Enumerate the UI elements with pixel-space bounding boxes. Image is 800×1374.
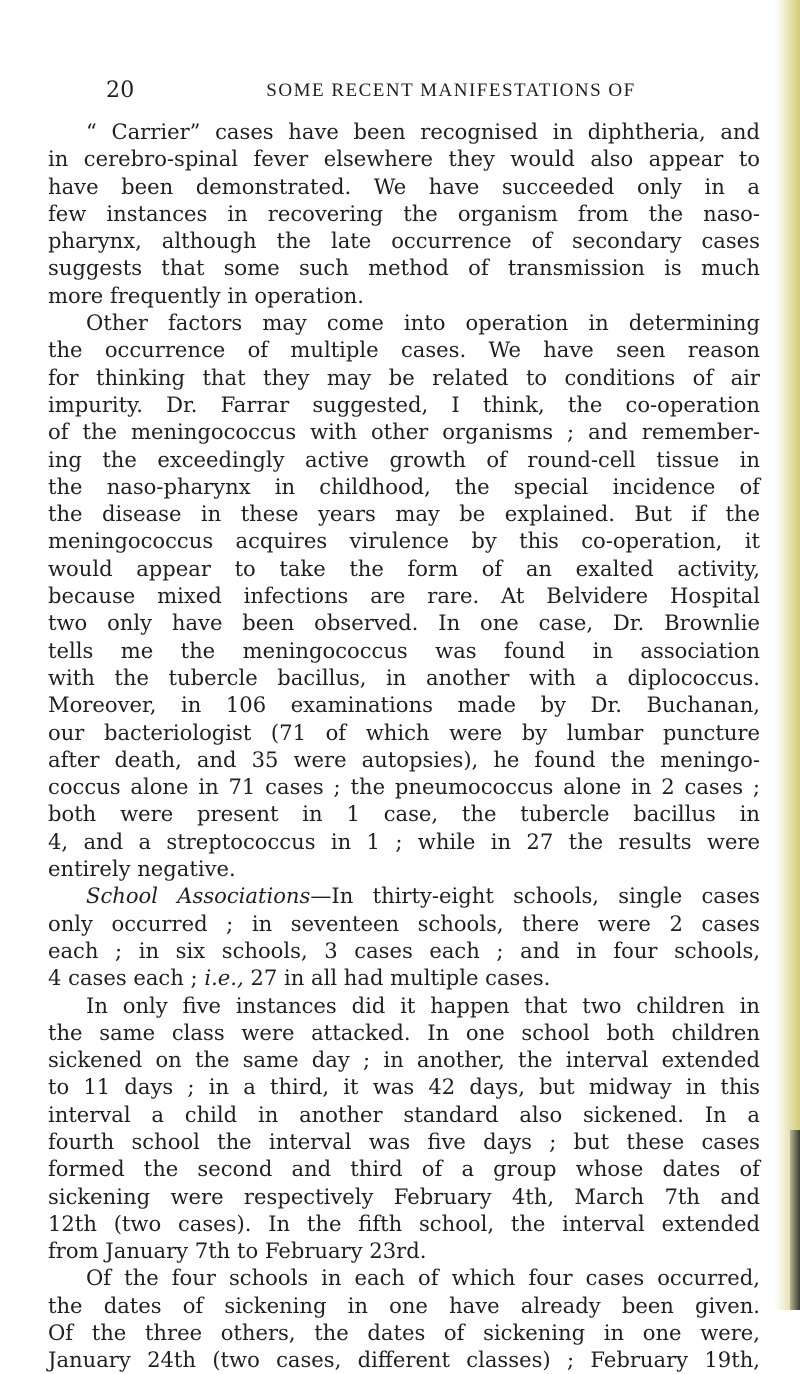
text-line: would appear to take the form of an exalted activity, [48,555,760,581]
text-line: Moreover, in 106 examinations made by Dr. Buchanan, [48,692,760,718]
text-line: our bacteriologist (71 of which were by lumbar puncture [48,719,760,745]
text-line: pharynx, although the late occurrence of secondary cases [48,228,760,254]
text-line: coccus alone in 71 cases ; the pneumococcus alone in 2 cases ; [48,774,760,800]
text-line: because mixed infections are rare. At Belvidere Hospital [48,583,760,609]
text-line: sickening were respectively February 4th, March 7th and [48,1183,760,1209]
page-edge-shadow [774,0,800,1310]
text-line: Of the four schools in each of which four cases occurred, [86,1265,760,1291]
text-line: 4, and a streptococcus in 1 ; while in 27 the results were [48,828,760,854]
text-line: to 11 days ; in a third, it was 42 days, but midway in this [48,1074,760,1100]
text-line: have been demonstrated. We have succeeded only in a [48,173,760,199]
text-line: the disease in these years may be explained. But if the [48,501,760,527]
text-line: only occurred ; in seventeen schools, there were 2 cases [48,910,760,936]
page-edge-dark [790,1130,800,1310]
text-line: entirely negative. [48,856,236,882]
text-line: with the tubercle bacillus, in another with a diplococcus. [48,664,760,690]
text-line: the dates of sickening in one have already been given. [48,1292,760,1318]
text-span: 27 in all had multiple cases. [250,965,551,991]
text-line: ing the exceedingly active growth of round-cell tissue in [48,446,760,472]
text-line: interval a child in another standard also sickened. In a [48,1101,760,1127]
text-line: suggests that some such method of transmission is much [48,255,760,281]
text-line: 12th (two cases). In the fifth school, the interval extended [48,1210,760,1236]
text-span: —In thirty-eight schools, single cases [310,883,760,909]
text-line: tells me the meningococcus was found in association [48,637,760,663]
text-line: for thinking that they may be related to conditions of air [48,364,760,390]
text-line: January 24th (two cases, different classes) ; February 19th, [48,1347,760,1373]
text-line: the naso-pharynx in childhood, the special incidence of [48,473,760,499]
page-header [106,78,756,104]
text-line: from January 7th to February 23rd. [48,1238,427,1264]
body-text [48,118,760,1374]
text-line: more frequently in operation. [48,282,364,308]
text-line: the occurrence of multiple cases. We have seen reason [48,337,760,363]
text-line: few instances in recovering the organism from the naso- [48,200,760,226]
text-line: the same class were attacked. In one school both children [48,1019,760,1045]
text-line: fourth school the interval was five days ; but these cases [48,1128,760,1154]
text-line: both were present in 1 case, the tubercle bacillus in [48,801,760,827]
text-line-school-associations [48,882,760,909]
text-line: impurity. Dr. Farrar suggested, I think, the co-operation [48,391,760,417]
text-line: two only have been observed. In one case, Dr. Brownlie [48,610,760,636]
text-line: Of the three others, the dates of sickening in one were, [48,1320,760,1346]
text-line: formed the second and third of a group whose dates of [48,1156,760,1182]
page-number: 20 [106,78,135,103]
text-line: “ Carrier” cases have been recognised in diphtheria, and [86,119,760,144]
section-heading-italic: School Associations [86,883,311,909]
text-line-ie [48,964,760,991]
text-line: in cerebro-spinal fever elsewhere they would also appear to [48,146,760,172]
text-line: after death, and 35 were autopsies), he found the meningo- [48,746,760,772]
italic-ie: i.e., [204,965,244,991]
text-line: In only five instances did it happen that two children in [86,992,760,1018]
text-line: sickened on the same day ; in another, the interval extended [48,1047,760,1073]
text-line: Other factors may come into operation in determining [86,310,760,336]
text-line: of the meningococcus with other organisms ; and remember- [48,419,760,445]
text-span: 4 cases each ; [48,965,198,991]
text-line: meningococcus acquires virulence by this co-operation, it [48,528,760,554]
text-line: each ; in six schools, 3 cases each ; and in four schools, [48,937,760,963]
running-title: SOME RECENT MANIFESTATIONS OF [266,80,636,101]
